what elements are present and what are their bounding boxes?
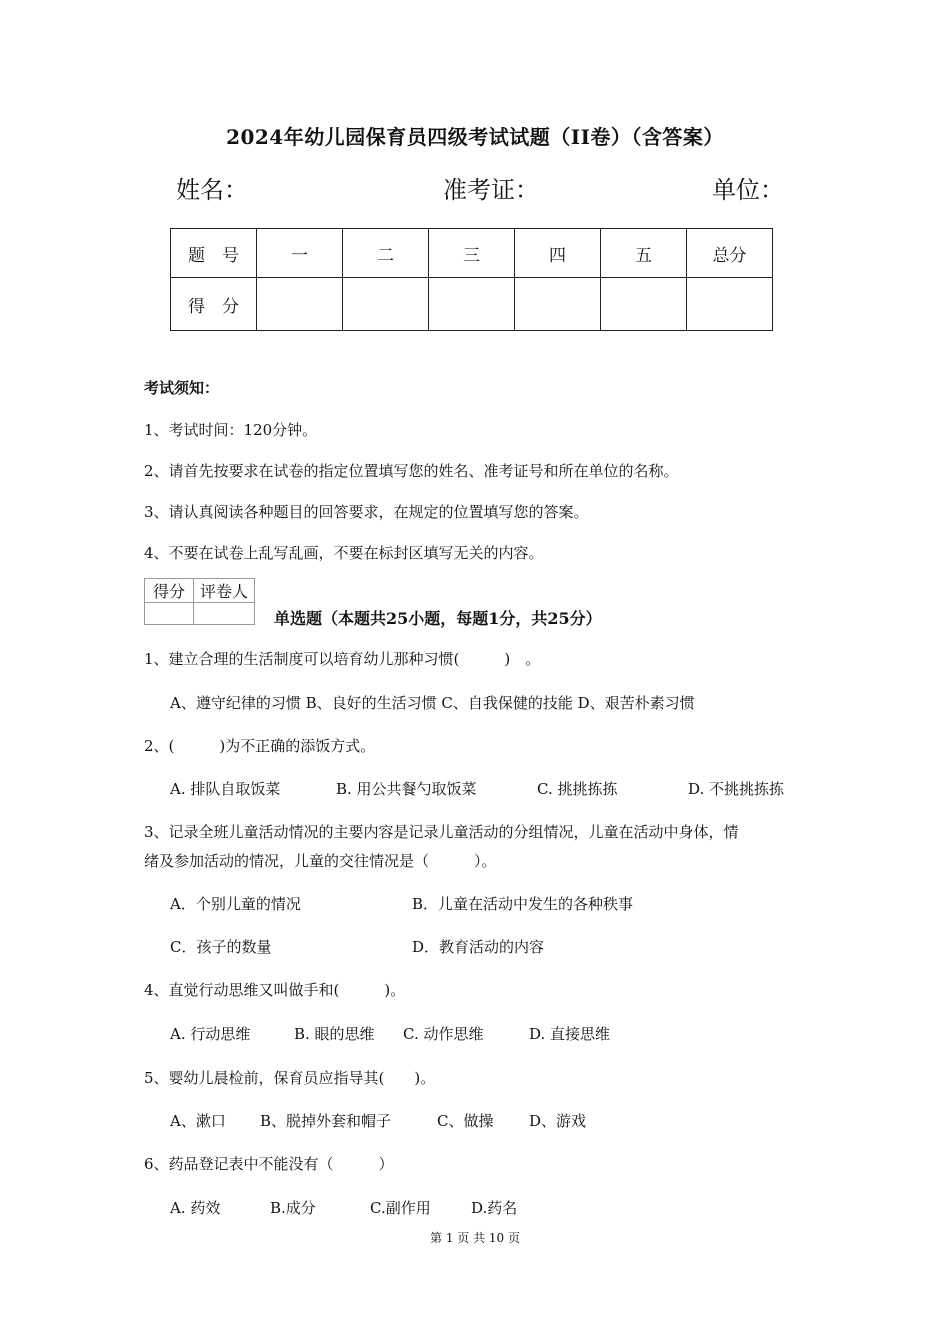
grader-box: [144, 578, 255, 625]
option: D．教育活动的内容: [412, 938, 545, 956]
option: B．儿童在活动中发生的各种秩事: [412, 895, 634, 913]
option: C.副作用: [370, 1199, 431, 1217]
grader-box-grader-cell[interactable]: [194, 603, 255, 625]
score-header-cell: 一: [257, 229, 343, 278]
unit-label: 单位：: [712, 176, 784, 204]
exam-id-label: 准考证：: [443, 176, 539, 204]
section-heading: 单选题（本题共25小题，每题1分，共25分）: [274, 609, 602, 628]
score-row-label: 得 分: [171, 278, 257, 331]
score-table-header-row: [171, 229, 773, 278]
notice-title: 考试须知：: [144, 379, 220, 397]
score-header-cell: 题 号: [171, 229, 257, 278]
page-title: 2024年幼儿园保育员四级考试试题（II卷）（含答案）: [226, 125, 724, 149]
score-cell[interactable]: [429, 278, 515, 331]
score-header-cell: 四: [515, 229, 601, 278]
option: D、游戏: [529, 1112, 587, 1130]
score-header-cell: 二: [343, 229, 429, 278]
score-header-cell: 五: [601, 229, 687, 278]
option: A. 行动思维: [170, 1025, 251, 1043]
question-stem: 4、直觉行动思维又叫做手和( )。: [144, 981, 406, 999]
option: C．孩子的数量: [170, 938, 272, 956]
question-stem: 6、药品登记表中不能没有（ ）: [144, 1155, 394, 1173]
option: B. 用公共餐勺取饭菜: [336, 780, 477, 798]
option: B. 眼的思维: [294, 1025, 375, 1043]
option: A．个别儿童的情况: [170, 895, 301, 913]
score-cell[interactable]: [257, 278, 343, 331]
option: C、做操: [437, 1112, 494, 1130]
option: A、漱口: [170, 1112, 226, 1130]
option: A. 排队自取饭菜: [170, 780, 281, 798]
score-cell[interactable]: [601, 278, 687, 331]
option: B、脱掉外套和帽子: [260, 1112, 392, 1130]
question-stem: 2、( )为不正确的添饭方式。: [144, 737, 376, 755]
question-stem-continued: 绪及参加活动的情况，儿童的交往情况是（ ）。: [144, 852, 497, 870]
score-cell[interactable]: [343, 278, 429, 331]
grader-box-score-label: 得分: [145, 579, 194, 603]
option: D.药名: [471, 1199, 518, 1217]
question-stem: 3、记录全班儿童活动情况的主要内容是记录儿童活动的分组情况，儿童在活动中身体，情: [144, 823, 739, 841]
notice-item: 2、请首先按要求在试卷的指定位置填写您的姓名、准考证号和所在单位的名称。: [144, 462, 679, 480]
name-label: 姓名：: [176, 176, 248, 204]
option: C. 动作思维: [403, 1025, 484, 1043]
score-cell[interactable]: [687, 278, 773, 331]
grader-box-score-cell[interactable]: [145, 603, 194, 625]
question-stem: 5、婴幼儿晨检前，保育员应指导其( )。: [144, 1069, 436, 1087]
notice-item: 1、考试时间：120分钟。: [144, 421, 318, 439]
score-cell[interactable]: [515, 278, 601, 331]
score-table: [170, 228, 773, 331]
question-stem: 1、建立合理的生活制度可以培育幼儿那种习惯( ) 。: [144, 650, 541, 668]
score-header-cell: 总分: [687, 229, 773, 278]
notice-item: 3、请认真阅读各种题目的回答要求，在规定的位置填写您的答案。: [144, 503, 589, 521]
option: D. 不挑挑拣拣: [688, 780, 785, 798]
option: B.成分: [270, 1199, 316, 1217]
question-options: A、遵守纪律的习惯 B、良好的生活习惯 C、自我保健的技能 D、艰苦朴素习惯: [170, 694, 695, 712]
page-footer: 第 1 页 共 10 页: [430, 1231, 520, 1245]
option: A. 药效: [170, 1199, 221, 1217]
score-header-cell: 三: [429, 229, 515, 278]
option: D. 直接思维: [529, 1025, 611, 1043]
option: C. 挑挑拣拣: [537, 780, 618, 798]
notice-item: 4、不要在试卷上乱写乱画，不要在标封区填写无关的内容。: [144, 544, 544, 562]
score-table-score-row: [171, 278, 773, 331]
grader-box-grader-label: 评卷人: [194, 579, 255, 603]
